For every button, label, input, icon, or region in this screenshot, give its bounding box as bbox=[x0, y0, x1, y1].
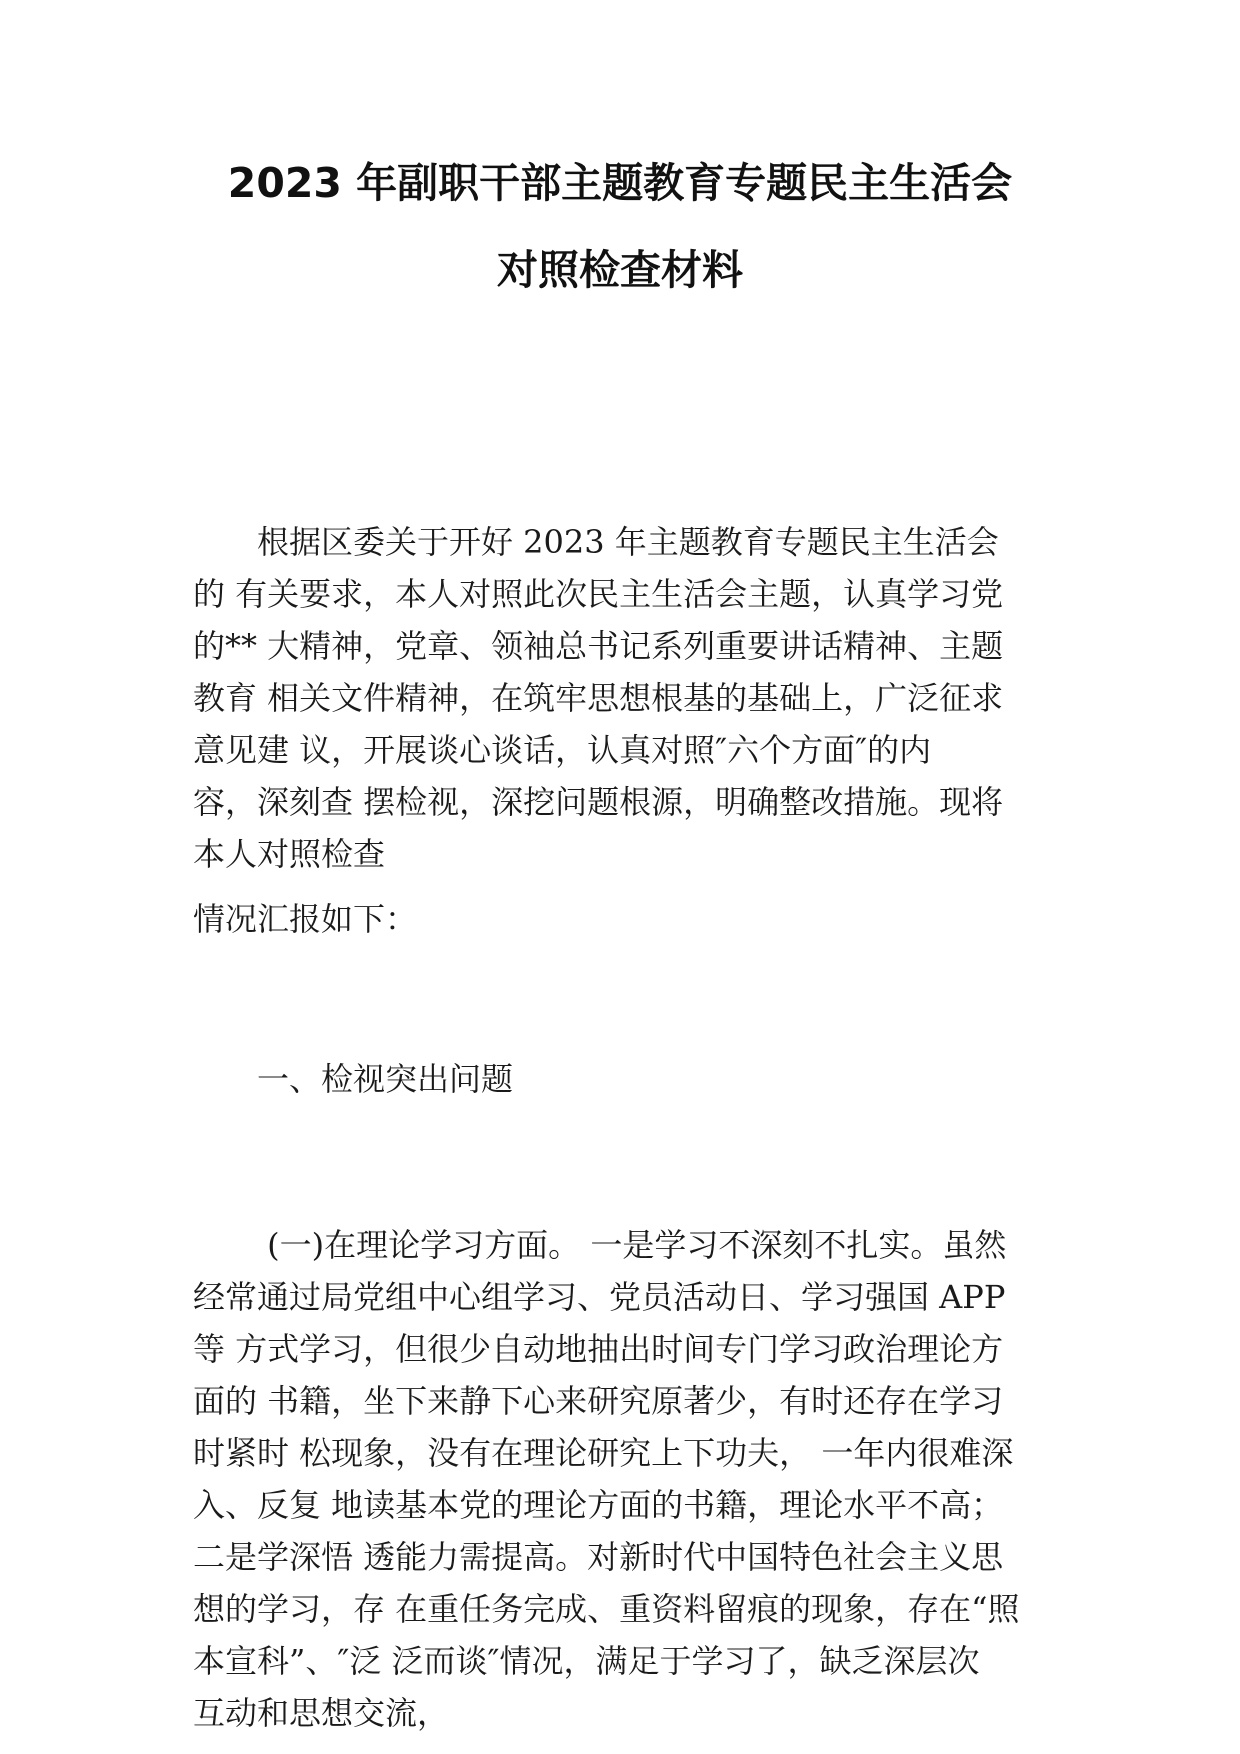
intro-line: 的** 大精神，党章、领袖总书记系列重要讲话精神、主题 bbox=[193, 627, 1004, 665]
intro-tail-paragraph bbox=[193, 893, 1053, 945]
section-line: 互动和思想交流， bbox=[193, 1694, 450, 1732]
intro-line: 容，深刻查 摆检视，深挖问题根源，明确整改措施。现将 bbox=[193, 783, 1004, 821]
document-title-line-2: 对照检查材料 bbox=[497, 246, 743, 294]
intro-line: 教育 相关文件精神，在筑牢思想根基的基础上，广泛征求 bbox=[193, 679, 1004, 717]
section-line: 时紧时 松现象，没有在理论研究上下功夫， 一年内很难深 bbox=[193, 1434, 1014, 1472]
intro-line: 本人对照检查 bbox=[193, 835, 386, 873]
section-line: 二是学深悟 透能力需提高。对新时代中国特色社会主义思 bbox=[193, 1538, 1004, 1576]
section-1-paragraph bbox=[193, 1219, 1053, 1739]
section-line: 本宣科”、″泛 泛而谈″情况，满足于学习了，缺乏深层次 bbox=[193, 1642, 980, 1680]
section-line: (一)在理论学习方面。 一是学习不深刻不扎实。虽然 bbox=[193, 1226, 1007, 1264]
document-title-line-1: 2023 年副职干部主题教育专题民主生活会 bbox=[227, 159, 1013, 207]
intro-line: 的 有关要求，本人对照此次民主生活会主题，认真学习党 bbox=[193, 575, 1004, 613]
section-line: 入、反复 地读基本党的理论方面的书籍，理论水平不高； bbox=[193, 1486, 1004, 1524]
intro-line: 根据区委关于开好 2023 年主题教育专题民主生活会 bbox=[193, 523, 999, 561]
section-line: 经常通过局党组中心组学习、党员活动日、学习强国 APP bbox=[193, 1278, 1006, 1316]
section-line: 想的学习，存 在重任务完成、重资料留痕的现象，存在“照 bbox=[193, 1590, 1020, 1628]
section-heading bbox=[193, 1053, 1053, 1105]
intro-paragraph bbox=[193, 516, 1053, 880]
intro-line: 意见建 议，开展谈心谈话，认真对照″六个方面″的内 bbox=[193, 731, 932, 769]
section-heading-text: 一、检视突出问题 bbox=[193, 1060, 514, 1098]
section-line: 面的 书籍，坐下来静下心来研究原著少，有时还存在学习 bbox=[193, 1382, 1004, 1420]
section-line: 等 方式学习，但很少自动地抽出时间专门学习政治理论方 bbox=[193, 1330, 1004, 1368]
intro-tail-line: 情况汇报如下： bbox=[193, 900, 418, 938]
